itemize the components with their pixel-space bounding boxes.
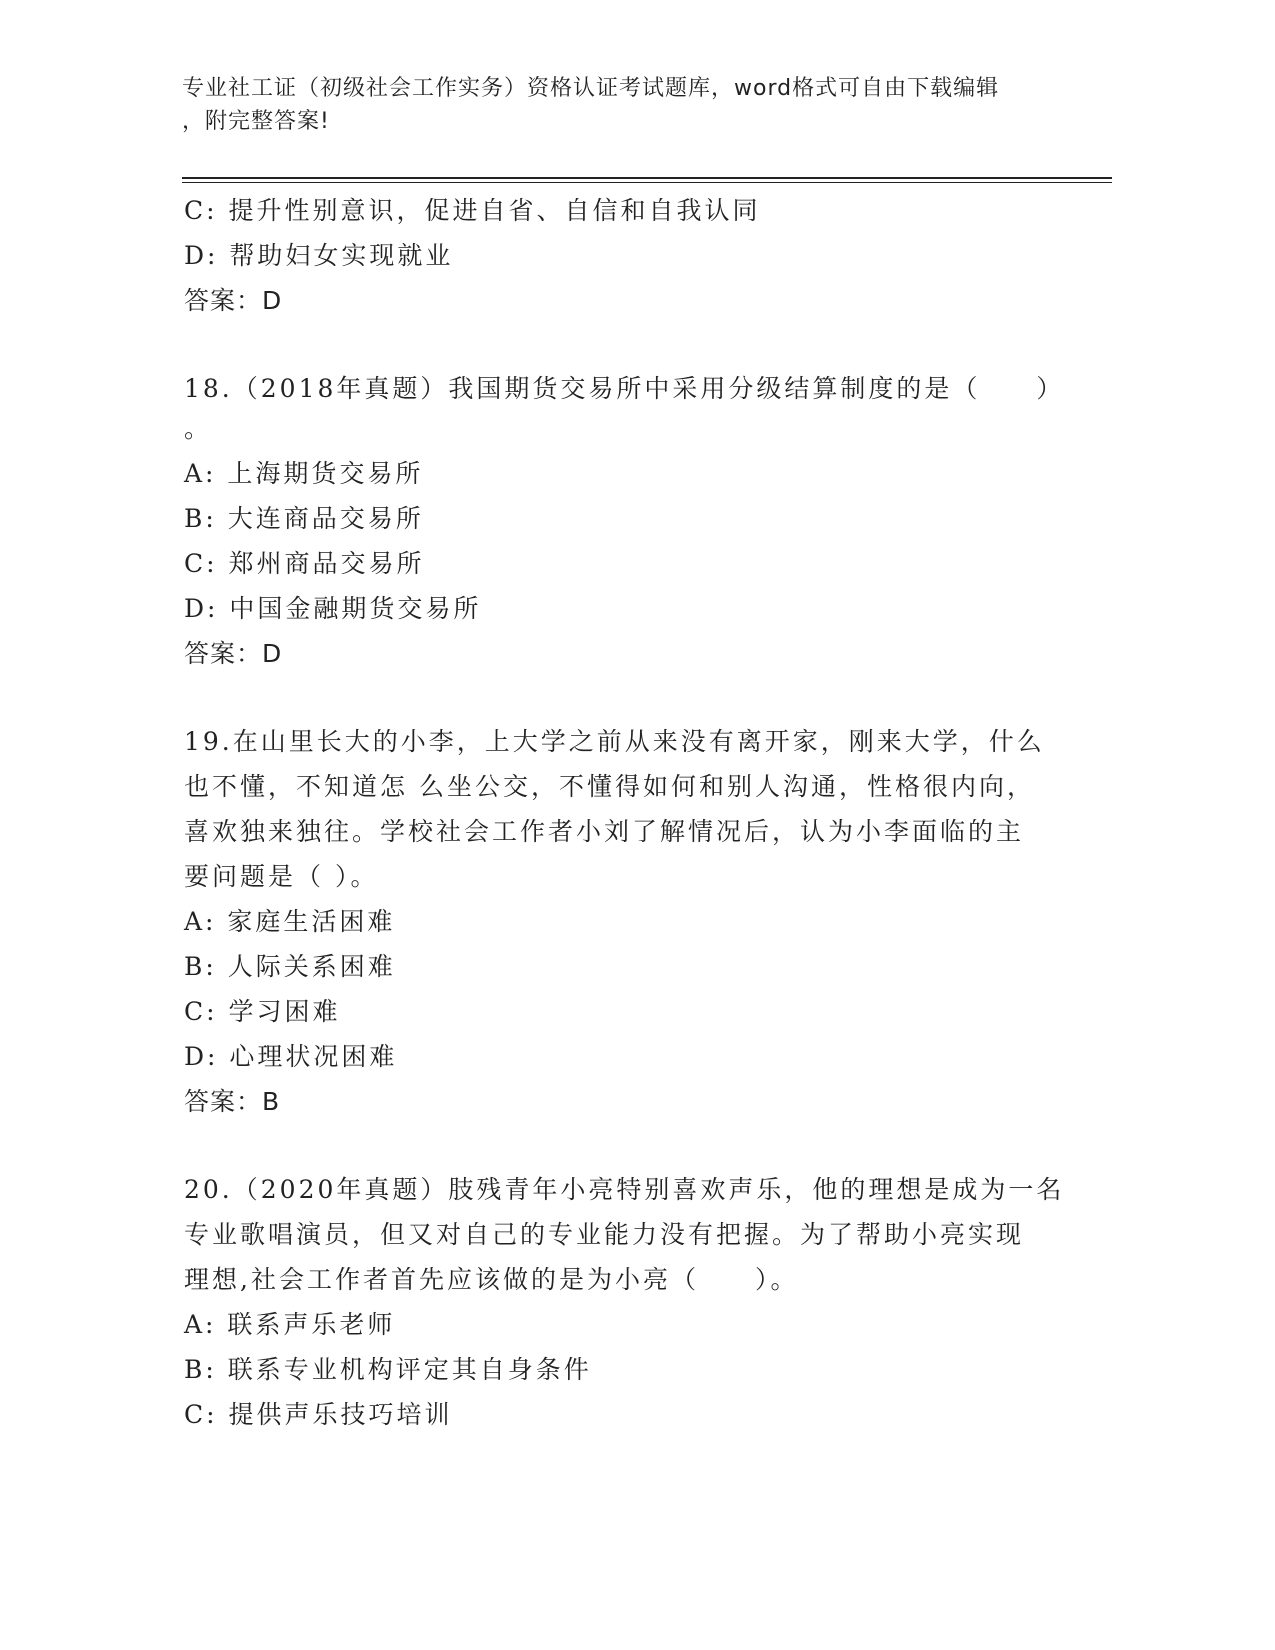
question-stem-line: 专业歌唱演员，但又对自己的专业能力没有把握。为了帮助小亮实现 [184, 1220, 1025, 1249]
option-b: B: 大连商品交易所 [184, 504, 424, 533]
question-stem-line: 19.在山里长大的小李，上大学之前从来没有离开家，刚来大学，什么 [184, 727, 1045, 756]
question-stem-line: 喜欢独来独往。学校社会工作者小刘了解情况后，认为小李面临的主 [184, 817, 1025, 846]
question-content [184, 188, 1084, 1437]
header-line-1: 专业社工证（初级社会工作实务）资格认证考试题库，word格式可自由下载编辑 [182, 76, 1000, 101]
option-b: B: 联系专业机构评定其自身条件 [184, 1355, 592, 1384]
header-rule-thin [182, 182, 1112, 183]
spacer [184, 324, 1084, 366]
option-c: C: 提供声乐技巧培训 [184, 1400, 453, 1429]
option-d: D: 帮助妇女实现就业 [184, 241, 454, 270]
page-header [182, 72, 1062, 138]
option-c: C: 提升性别意识，促进自省、自信和自我认同 [184, 196, 761, 225]
question-stem-line: 。 [184, 414, 213, 443]
answer-label: 答案：D [184, 639, 283, 668]
question-stem-line: 要问题是（ ）。 [184, 862, 379, 891]
option-d: D: 心理状况困难 [184, 1042, 398, 1071]
option-a: A: 联系声乐老师 [184, 1310, 396, 1339]
spacer [184, 677, 1084, 719]
question-19 [184, 719, 1084, 1125]
question-stem-line: 18.（2018年真题）我国期货交易所中采用分级结算制度的是（ ） [184, 374, 1065, 403]
answer-label: 答案：D [184, 286, 283, 315]
question-18 [184, 366, 1084, 677]
option-a: A: 上海期货交易所 [184, 459, 424, 488]
question-20 [184, 1167, 1084, 1437]
answer-label: 答案：B [184, 1087, 281, 1116]
question-stem-line: 理想,社会工作者首先应该做的是为小亮（ ）。 [184, 1265, 799, 1294]
question-stem-line: 也不懂，不知道怎 么坐公交，不懂得如何和别人沟通，性格很内向， [184, 772, 1035, 801]
question-17 [184, 188, 1084, 324]
header-line-2: ，附完整答案! [182, 109, 330, 134]
header-rule-thick [182, 177, 1112, 179]
question-stem-line: 20.（2020年真题）肢残青年小亮特别喜欢声乐，他的理想是成为一名 [184, 1175, 1065, 1204]
option-b: B: 人际关系困难 [184, 952, 396, 981]
spacer [184, 1125, 1084, 1167]
option-c: C: 郑州商品交易所 [184, 549, 425, 578]
option-c: C: 学习困难 [184, 997, 341, 1026]
option-d: D: 中国金融期货交易所 [184, 594, 482, 623]
option-a: A: 家庭生活困难 [184, 907, 396, 936]
